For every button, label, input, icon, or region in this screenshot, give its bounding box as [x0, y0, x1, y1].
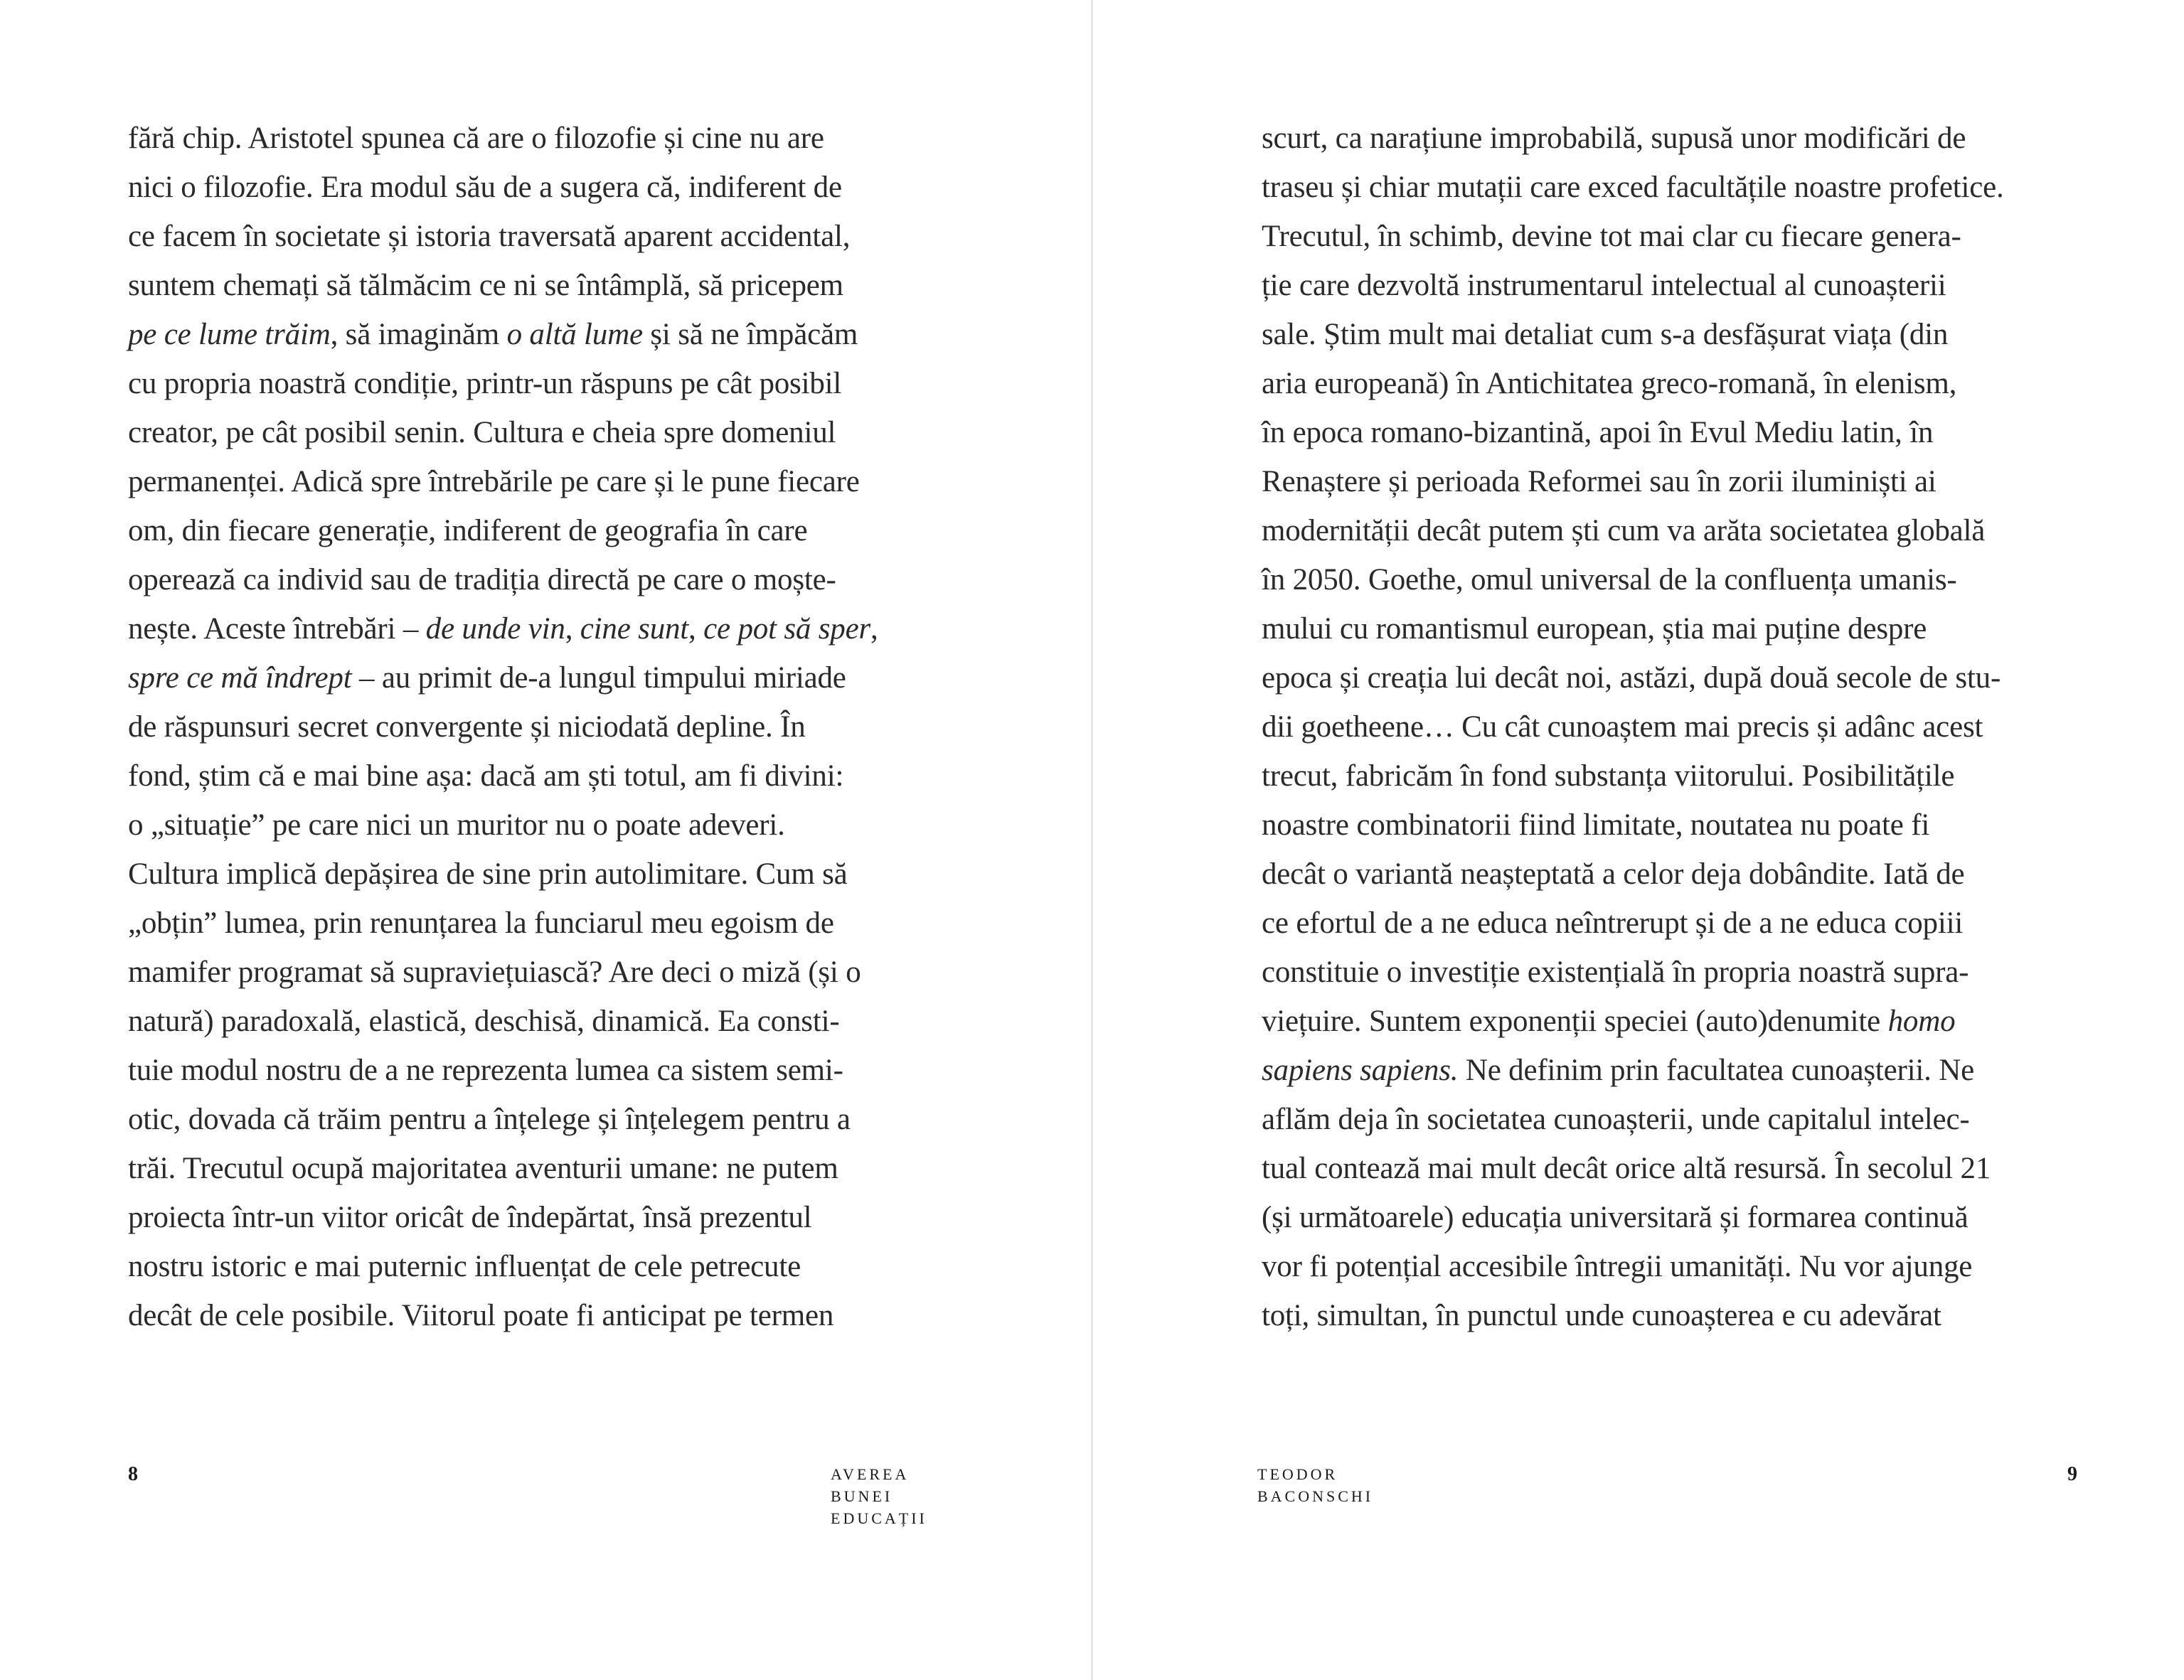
text-segment: fără chip. Aristotel spunea că are o filozofie și cine nu are [128, 122, 824, 155]
italic-text-segment: ce pot să sper [703, 612, 871, 646]
left-body-text [128, 114, 878, 1340]
text-line [1262, 408, 2004, 457]
text-line [1262, 1046, 2004, 1095]
right-body-text [1262, 114, 2004, 1340]
text-line [128, 408, 878, 457]
text-segment: natură) paradoxală, elastică, deschisă, dinamică. Ea consti- [128, 1005, 840, 1038]
text-line [1262, 997, 2004, 1046]
text-segment: de răspunsuri secret convergente și niciodată depline. În [128, 710, 806, 744]
text-segment: cu propria noastră condiție, printr-un răspuns pe cât posibil [128, 367, 842, 400]
text-segment: trăi. Trecutul ocupă majoritatea aventurii umane: ne putem [128, 1152, 838, 1185]
italic-text-segment: pe ce lume trăim [128, 318, 331, 351]
text-line [1262, 261, 2004, 310]
text-segment: permanenței. Adică spre întrebările pe care și le pune fiecare [128, 465, 860, 498]
text-segment: decât o variantă neașteptată a celor deja dobândite. Iată de [1262, 857, 1965, 891]
text-segment: (și următoarele) educația universitară și formarea continuă [1262, 1201, 1969, 1234]
text-line [1262, 114, 2004, 163]
text-line [1262, 359, 2004, 408]
text-line [128, 1193, 878, 1242]
text-line [128, 310, 878, 359]
running-head-book-title [831, 1463, 927, 1529]
text-line [128, 261, 878, 310]
text-segment: „obțin” lumea, prin renunțarea la funciarul meu egoism de [128, 906, 834, 940]
text-segment: tuie modul nostru de a ne reprezenta lumea ca sistem semi- [128, 1054, 843, 1087]
text-segment: , [565, 612, 580, 646]
running-head-line: BUNEI [831, 1487, 893, 1505]
text-segment: ce facem în societate și istoria traversată aparent accidental, [128, 220, 851, 253]
text-line [128, 702, 878, 751]
text-segment: traseu și chiar mutații care exced facultățile noastre profetice. [1262, 171, 2004, 204]
text-line [128, 1046, 878, 1095]
text-line [1262, 457, 2004, 506]
text-segment: o „situație” pe care nici un muritor nu o poate adeveri. [128, 808, 785, 842]
running-head-line: TEODOR [1257, 1465, 1338, 1483]
italic-text-segment: cine sunt [580, 612, 689, 646]
text-line [1262, 948, 2004, 997]
text-line [1262, 506, 2004, 555]
text-line [128, 948, 878, 997]
text-line [1262, 604, 2004, 653]
text-segment: noastre combinatorii fiind limitate, noutatea nu poate fi [1262, 808, 1930, 842]
text-segment: fond, știm că e mai bine așa: dacă am ști totul, am fi divini: [128, 759, 844, 793]
text-segment: creator, pe cât posibil senin. Cultura e cheia spre domeniul [128, 416, 836, 449]
text-segment: aflăm deja în societatea cunoașterii, unde capitalul intelec- [1262, 1103, 1970, 1136]
text-segment: în epoca romano-bizantină, apoi în Evul Mediu latin, în [1262, 416, 1934, 449]
text-line [1262, 212, 2004, 261]
italic-text-segment: o altă lume [506, 318, 643, 351]
italic-text-segment: sapiens sapiens. [1262, 1054, 1459, 1087]
text-segment: sale. Știm mult mai detaliat cum s-a desfășurat viața (din [1262, 318, 1949, 351]
italic-text-segment: homo [1887, 1005, 1956, 1038]
text-segment: , [688, 612, 704, 646]
text-segment: mamifer programat să supraviețuiască? Are deci o miză (și o [128, 956, 861, 989]
text-segment: ce efortul de a ne educa neîntrerupt și de a ne educa copiii [1262, 906, 1964, 940]
text-line [128, 1095, 878, 1144]
text-segment: dii goetheene… Cu cât cunoaștem mai precis și adânc acest [1262, 710, 1983, 744]
text-segment: nostru istoric e mai puternic influențat de cele petrecute [128, 1250, 801, 1283]
text-line [128, 1291, 878, 1340]
text-line [128, 457, 878, 506]
text-line [1262, 653, 2004, 702]
text-line [1262, 1144, 2004, 1193]
text-segment: epoca și creația lui decât noi, astăzi, după două secole de stu- [1262, 661, 2001, 695]
text-line [1262, 1193, 2004, 1242]
text-line [1262, 751, 2004, 801]
text-segment: , să imaginăm [330, 318, 507, 351]
text-line [1262, 310, 2004, 359]
text-segment: scurt, ca narațiune improbabilă, supusă unor modificări de [1262, 122, 1966, 155]
text-segment: nici o filozofie. Era modul său de a sugera că, indiferent de [128, 171, 842, 204]
text-segment: otic, dovada că trăim pentru a înțelege și înțelegem pentru a [128, 1103, 851, 1136]
right-page [1092, 0, 2184, 1680]
text-line [128, 751, 878, 801]
text-segment: în 2050. Goethe, omul universal de la confluența umanis- [1262, 563, 1957, 596]
text-segment: vor fi potențial accesibile întregii umanități. Nu vor ajunge [1262, 1250, 1973, 1283]
text-line [1262, 702, 2004, 751]
text-segment: viețuire. Suntem exponenții speciei (auto)denumite [1262, 1005, 1888, 1038]
text-line [128, 212, 878, 261]
text-line [128, 653, 878, 702]
text-segment: nește. Aceste întrebări – [128, 612, 426, 646]
text-segment: Cultura implică depășirea de sine prin autolimitare. Cum să [128, 857, 848, 891]
text-segment: modernității decât putem ști cum va arăta societatea globală [1262, 514, 1986, 547]
page-number-left: 8 [128, 1463, 138, 1485]
text-line [128, 801, 878, 850]
text-segment: tual contează mai mult decât orice altă resursă. În secolul 21 [1262, 1152, 1991, 1185]
italic-text-segment: spre ce mă îndrept [128, 661, 352, 695]
text-line [128, 359, 878, 408]
text-segment: om, din fiecare generație, indiferent de geografia în care [128, 514, 808, 547]
text-segment: mului cu romantismul european, știa mai puține despre [1262, 612, 1927, 646]
text-segment: constituie o investiție existențială în propria noastră supra- [1262, 956, 1969, 989]
text-segment: trecut, fabricăm în fond substanța viitorului. Posibilitățile [1262, 759, 1955, 793]
text-segment: suntem chemați să tălmăcim ce ni se întâmplă, să pricepem [128, 269, 843, 302]
text-segment: operează ca individ sau de tradiția directă pe care o moște- [128, 563, 836, 596]
text-line [128, 850, 878, 899]
text-line [128, 555, 878, 604]
text-line [128, 604, 878, 653]
text-line [1262, 801, 2004, 850]
running-head-author [1257, 1463, 1373, 1507]
text-line [1262, 1242, 2004, 1291]
running-head-line: AVEREA [831, 1465, 910, 1483]
text-segment: toți, simultan, în punctul unde cunoașterea e cu adevărat [1262, 1299, 1941, 1332]
italic-text-segment: de unde vin [425, 612, 565, 646]
text-segment: – au primit de-a lungul timpului miriade [351, 661, 846, 695]
text-line [128, 997, 878, 1046]
text-line [1262, 163, 2004, 212]
text-line [1262, 1095, 2004, 1144]
text-line [128, 163, 878, 212]
text-line [128, 114, 878, 163]
text-line [128, 506, 878, 555]
text-segment: , [870, 612, 878, 646]
text-line [128, 1144, 878, 1193]
text-line [1262, 555, 2004, 604]
running-head-line: BACONSCHI [1257, 1487, 1374, 1505]
text-segment: Renaștere și perioada Reformei sau în zorii iluminiști ai [1262, 465, 1937, 498]
text-segment: ție care dezvoltă instrumentarul intelectual al cunoașterii [1262, 269, 1946, 302]
text-segment: și să ne împăcăm [642, 318, 858, 351]
text-line [1262, 899, 2004, 948]
text-line [128, 1242, 878, 1291]
text-line [1262, 850, 2004, 899]
page-number-right: 9 [2067, 1463, 2077, 1485]
text-segment: Ne definim prin facultatea cunoașterii. Ne [1458, 1054, 1974, 1087]
text-segment: decât de cele posibile. Viitorul poate fi anticipat pe termen [128, 1299, 834, 1332]
text-line [128, 899, 878, 948]
text-segment: proiecta într-un viitor oricât de îndepărtat, însă prezentul [128, 1201, 812, 1234]
text-segment: aria europeană) în Antichitatea greco-romană, în elenism, [1262, 367, 1957, 400]
text-line [1262, 1291, 2004, 1340]
running-head-line: EDUCAȚII [831, 1509, 927, 1527]
text-segment: Trecutul, în schimb, devine tot mai clar cu fiecare genera- [1262, 220, 1961, 253]
